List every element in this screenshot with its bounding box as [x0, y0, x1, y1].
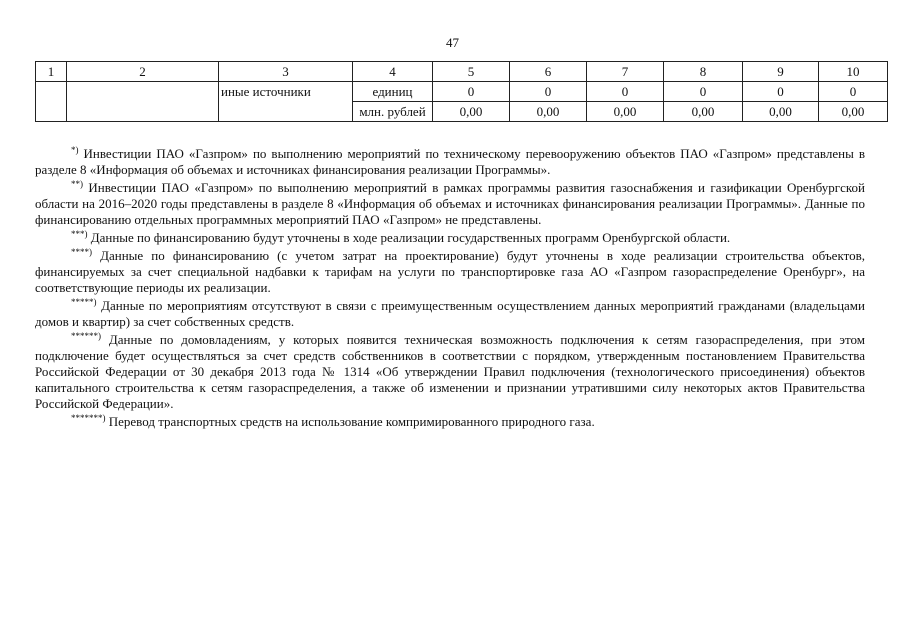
footnote-text: Данные по финансированию будут уточнены в ходе реализации государственных программ Оренбургской области.	[87, 230, 731, 245]
value-cell: 0	[433, 82, 510, 102]
value-cell: 0	[743, 82, 819, 102]
footnote-text: Инвестиции ПАО «Газпром» по выполнению мероприятий в рамках программы развития газоснабжения и газификации Оренбургской области на 2016–2020 годы представлены в разделе 8 «Информация об объемах и источниках финансирования реализации Программы». Данные по финансированию отдельных программных мероприятий ПАО «Газпром» не представлены.	[35, 180, 865, 227]
value-cell: 0,00	[819, 102, 888, 122]
footnote	[35, 298, 865, 330]
footnote-mark: **)	[71, 179, 83, 189]
footnote	[35, 332, 865, 412]
table-cell-empty	[36, 82, 67, 122]
table-header-cell: 8	[664, 62, 743, 82]
footnote-mark: ****)	[71, 247, 92, 257]
page-number: 47	[446, 35, 459, 50]
table-row	[36, 82, 888, 102]
source-label-cell: иные источники	[219, 82, 353, 122]
footnote-text: Данные по финансированию (с учетом затрат на проектирование) будут уточнены в ходе реализации строительства объектов, финансируемых за счет специальной надбавки к тарифам на услуги по транспортировке газа АО «Газпром газораспределение Оренбург», на соответствующие периоды их реализации.	[35, 248, 865, 295]
table-header-cell: 9	[743, 62, 819, 82]
footnote-mark: ******)	[71, 331, 101, 341]
footnote	[35, 180, 865, 228]
value-cell: 0,00	[664, 102, 743, 122]
footnote-text: Данные по мероприятиям отсутствуют в связи с преимущественным осуществлением данных мероприятий гражданами (владельцами домов и квартир) за счет собственных средств.	[35, 298, 865, 329]
table-header-cell: 10	[819, 62, 888, 82]
footnote	[35, 248, 865, 296]
table-header-cell: 6	[510, 62, 587, 82]
footnotes	[35, 146, 865, 432]
value-cell: 0	[510, 82, 587, 102]
value-cell: 0,00	[433, 102, 510, 122]
table-header-cell: 5	[433, 62, 510, 82]
value-cell: 0	[664, 82, 743, 102]
value-cell: 0	[587, 82, 664, 102]
value-cell: 0,00	[587, 102, 664, 122]
unit-cell: млн. рублей	[353, 102, 433, 122]
data-table	[35, 61, 888, 122]
unit-cell: единиц	[353, 82, 433, 102]
table-header-cell: 1	[36, 62, 67, 82]
footnote	[35, 146, 865, 178]
table-header-cell: 3	[219, 62, 353, 82]
table-header-cell: 4	[353, 62, 433, 82]
footnote	[35, 230, 865, 246]
footnote	[35, 414, 865, 430]
footnote-text: Перевод транспортных средств на использование компримированного природного газа.	[105, 414, 595, 429]
footnote-mark: *)	[71, 145, 79, 155]
footnote-text: Инвестиции ПАО «Газпром» по выполнению мероприятий по техническому перевооружению объектов ПАО «Газпром» представлены в разделе 8 «Информация об объемах и источниках финансирования реализации Программы».	[35, 146, 865, 177]
table-header-cell: 7	[587, 62, 664, 82]
value-cell: 0	[819, 82, 888, 102]
table-header-row	[36, 62, 888, 82]
table-cell-empty	[67, 82, 219, 122]
footnote-mark: *******)	[71, 413, 106, 423]
value-cell: 0,00	[510, 102, 587, 122]
table-header-cell: 2	[67, 62, 219, 82]
value-cell: 0,00	[743, 102, 819, 122]
footnote-text: Данные по домовладениям, у которых появится техническая возможность подключения к сетям газораспределения, при этом подключение будет осуществляться за счет средств собственников в соответствии с порядком, утвержденным постановлением Правительства Российской Федерации от 30 декабря 2013 года № 1314 «Об утверждении Правил подключения (технологического присоединения) объектов капитального строительства к сетям газораспределения, а также об изменении и признании утратившими силу некоторых актов Правительства Российской Федерации».	[35, 332, 865, 411]
footnote-mark: *****)	[71, 297, 97, 307]
footnote-mark: ***)	[71, 229, 88, 239]
